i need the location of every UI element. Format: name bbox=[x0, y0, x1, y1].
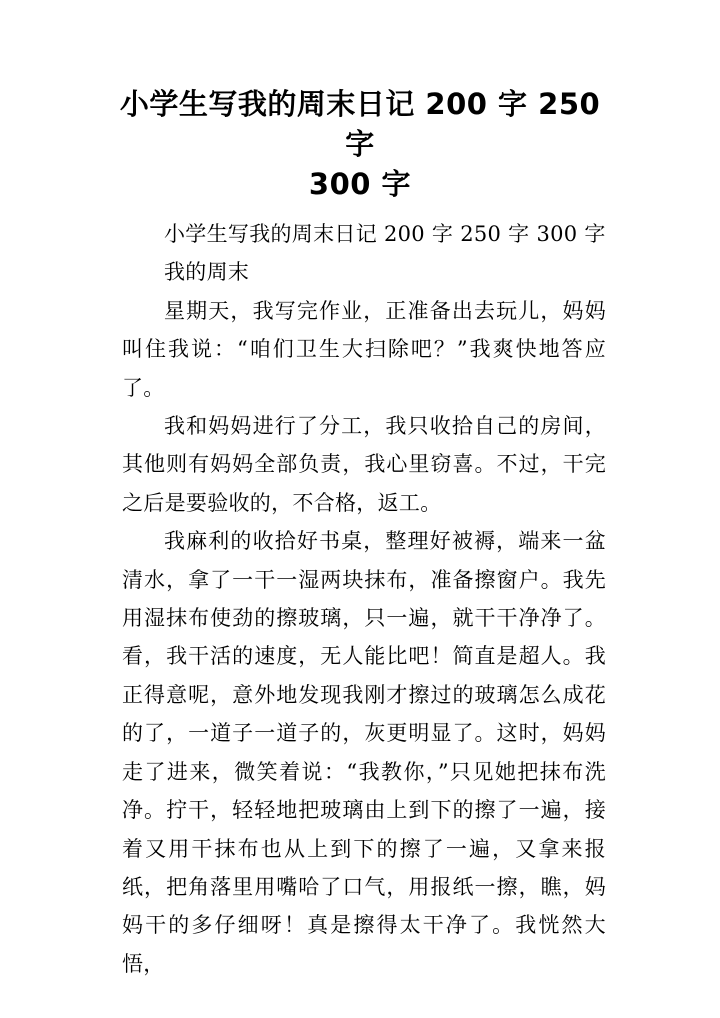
document-title-line-1: 小学生写我的周末日记 200 字 250 字 bbox=[119, 87, 601, 161]
document-title bbox=[100, 84, 620, 204]
document-title-line-2: 300 字 bbox=[308, 167, 412, 201]
body-paragraph: 星期天，我写完作业，正准备出去玩儿，妈妈叫住我说：“咱们卫生大扫除吧？”我爽快地答应了。 bbox=[122, 298, 606, 400]
body-paragraph-subtitle: 我的周末 bbox=[164, 260, 250, 285]
body-paragraph: 我和妈妈进行了分工，我只收拾自己的房间，其他则有妈妈全部负责，我心里窃喜。不过，干完之后是要验收的，不合格，返工。 bbox=[122, 414, 606, 515]
body-paragraph-heading-repeat: 小学生写我的周末日记 200 字 250 字 300 字 bbox=[164, 222, 606, 246]
body-paragraph: 我麻利的收拾好书桌，整理好被褥，端来一盆清水，拿了一干一湿两块抹布，准备擦窗户。我先用湿抹布使劲的擦玻璃，只一遍，就干干净净了。看，我干活的速度，无人能比吧！简直是超人。我正得意呢，意外地发现我刚才擦过的玻璃怎么成花的了，一道子一道子的，灰更明显了。这时，妈妈走了进来，微笑着说：“我教你，”只见她把抹布洗净。拧干，轻轻地把玻璃由上到下的擦了一遍，接着又用干抹布也从上到下的擦了一遍，又拿来报纸，把角落里用嘴哈了口气，用报纸一擦，瞧，妈妈干的多仔细呀！真是擦得太干净了。我恍然大悟， bbox=[122, 529, 606, 976]
document-body bbox=[122, 215, 606, 983]
